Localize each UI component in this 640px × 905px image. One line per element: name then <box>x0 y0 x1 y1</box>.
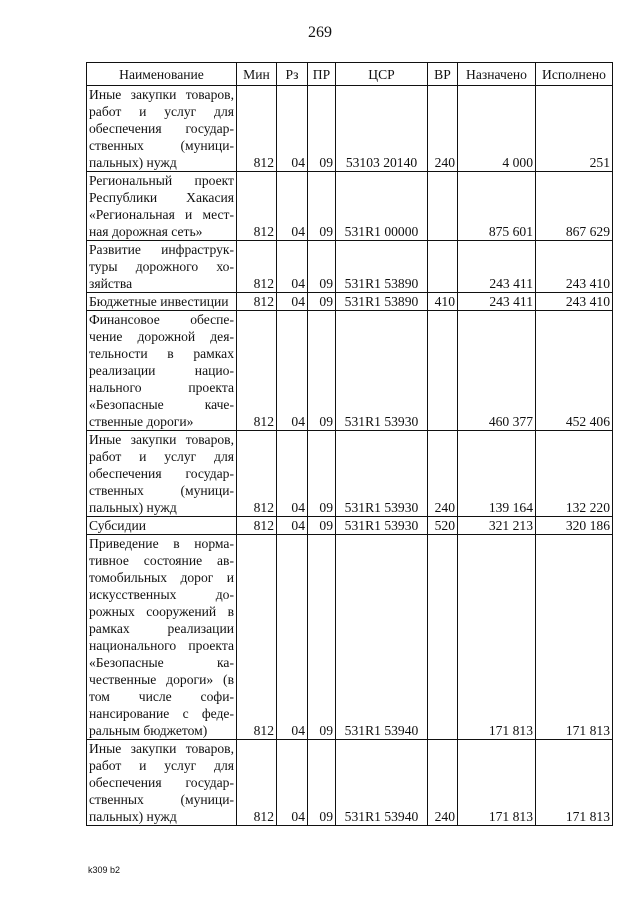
header-rz: Рз <box>277 63 308 86</box>
row-name: Бюджетные инвестиции <box>87 293 237 311</box>
row-csr: 53103 20140 <box>336 86 428 172</box>
row-name: Иные закупки товаров, работ и услуг для обеспечения государственных (муниципальных) нужд <box>87 431 237 517</box>
row-pr: 09 <box>308 241 336 293</box>
row-assigned: 243 411 <box>458 293 536 311</box>
row-csr: 531R1 53890 <box>336 241 428 293</box>
row-rz: 04 <box>277 517 308 535</box>
row-executed: 243 410 <box>536 293 613 311</box>
row-executed: 452 406 <box>536 311 613 431</box>
row-name: Иные закупки товаров, работ и услуг для обеспечения государственных (муниципальных) нужд <box>87 740 237 826</box>
row-executed: 171 813 <box>536 740 613 826</box>
row-executed: 251 <box>536 86 613 172</box>
table-row <box>87 293 613 311</box>
row-assigned: 139 164 <box>458 431 536 517</box>
row-csr: 531R1 53930 <box>336 431 428 517</box>
row-assigned: 460 377 <box>458 311 536 431</box>
table-row <box>87 86 613 172</box>
row-executed: 243 410 <box>536 241 613 293</box>
row-min: 812 <box>237 241 277 293</box>
row-rz: 04 <box>277 535 308 740</box>
row-rz: 04 <box>277 740 308 826</box>
row-min: 812 <box>237 740 277 826</box>
row-vr: 240 <box>428 86 458 172</box>
row-name: Региональный проект Республики Хакасия «Региональная и местная дорожная сеть» <box>87 172 237 241</box>
row-vr <box>428 535 458 740</box>
budget-table <box>86 62 613 826</box>
row-name: Развитие инфраструктуры дорожного хозяйства <box>87 241 237 293</box>
row-assigned: 171 813 <box>458 535 536 740</box>
row-csr: 531R1 53940 <box>336 535 428 740</box>
row-pr: 09 <box>308 740 336 826</box>
row-vr: 240 <box>428 740 458 826</box>
header-csr: ЦСР <box>336 63 428 86</box>
row-assigned: 243 411 <box>458 241 536 293</box>
page-number: 269 <box>308 24 332 41</box>
row-assigned: 171 813 <box>458 740 536 826</box>
row-rz: 04 <box>277 311 308 431</box>
row-rz: 04 <box>277 293 308 311</box>
footer-code: k309 b2 <box>88 865 121 875</box>
table-row <box>87 517 613 535</box>
row-min: 812 <box>237 535 277 740</box>
table-row <box>87 535 613 740</box>
row-name: Финансовое обеспечение дорожной деятельности в рамках реализации национального проекта «Безопасные качественные дороги» <box>87 311 237 431</box>
row-assigned: 4 000 <box>458 86 536 172</box>
row-pr: 09 <box>308 535 336 740</box>
row-rz: 04 <box>277 241 308 293</box>
row-min: 812 <box>237 293 277 311</box>
row-min: 812 <box>237 431 277 517</box>
table-row <box>87 740 613 826</box>
row-csr: 531R1 53930 <box>336 311 428 431</box>
table-row <box>87 172 613 241</box>
row-vr: 240 <box>428 431 458 517</box>
row-min: 812 <box>237 517 277 535</box>
header-executed: Исполнено <box>536 63 613 86</box>
row-executed: 320 186 <box>536 517 613 535</box>
row-pr: 09 <box>308 172 336 241</box>
row-assigned: 875 601 <box>458 172 536 241</box>
header-pr: ПР <box>308 63 336 86</box>
row-csr: 531R1 53890 <box>336 293 428 311</box>
row-min: 812 <box>237 86 277 172</box>
row-rz: 04 <box>277 86 308 172</box>
row-name: Субсидии <box>87 517 237 535</box>
row-pr: 09 <box>308 86 336 172</box>
row-pr: 09 <box>308 431 336 517</box>
table-row <box>87 311 613 431</box>
row-min: 812 <box>237 172 277 241</box>
row-csr: 531R1 00000 <box>336 172 428 241</box>
row-min: 812 <box>237 311 277 431</box>
row-rz: 04 <box>277 431 308 517</box>
row-name: Иные закупки товаров, работ и услуг для обеспечения государственных (муниципальных) нужд <box>87 86 237 172</box>
row-name: Приведение в нормативное состояние автомобильных дорог и искусственных дорожных сооружений в рамках реализации национального проекта «Безопасные качественные дороги» (в том числе софинансирование с федеральным бюджетом) <box>87 535 237 740</box>
header-min: Мин <box>237 63 277 86</box>
row-pr: 09 <box>308 311 336 431</box>
row-csr: 531R1 53930 <box>336 517 428 535</box>
row-executed: 132 220 <box>536 431 613 517</box>
row-vr <box>428 172 458 241</box>
table-row <box>87 431 613 517</box>
row-vr: 520 <box>428 517 458 535</box>
row-pr: 09 <box>308 293 336 311</box>
header-vr: ВР <box>428 63 458 86</box>
table-row <box>87 241 613 293</box>
header-assigned: Назначено <box>458 63 536 86</box>
row-pr: 09 <box>308 517 336 535</box>
row-rz: 04 <box>277 172 308 241</box>
header-name: Наименование <box>87 63 237 86</box>
row-vr: 410 <box>428 293 458 311</box>
row-executed: 171 813 <box>536 535 613 740</box>
row-csr: 531R1 53940 <box>336 740 428 826</box>
row-executed: 867 629 <box>536 172 613 241</box>
row-assigned: 321 213 <box>458 517 536 535</box>
row-vr <box>428 311 458 431</box>
row-vr <box>428 241 458 293</box>
table-header-row <box>87 63 613 86</box>
